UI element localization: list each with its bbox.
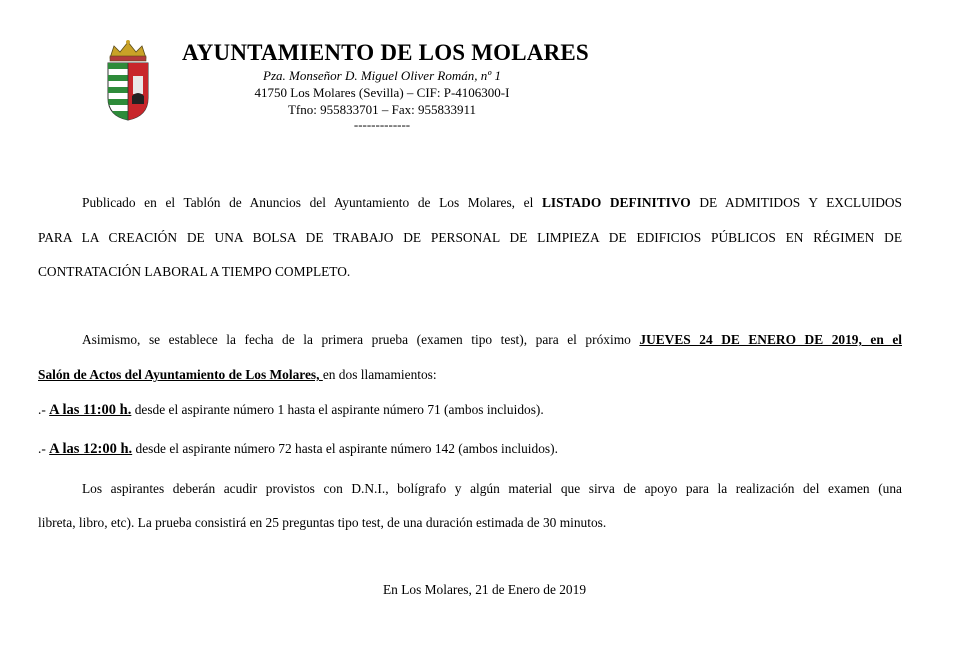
notice-text: DE ADMITIDOS Y EXCLUIDOS xyxy=(690,195,902,210)
notice-paragraph-line: PARA LA CREACIÓN DE UNA BOLSA DE TRABAJO DE PERSONAL DE LIMPIEZA DE EDIFICIOS PÚBLICOS EN RÉGIMEN DE xyxy=(38,230,902,245)
exam-location-emphasis: Salón de Actos del Ayuntamiento de Los Molares, xyxy=(38,367,323,382)
letterhead-separator: ------------- xyxy=(353,117,411,132)
letterhead-title: AYUNTAMIENTO DE LOS MOLARES xyxy=(182,40,589,65)
bullet-prefix: .- xyxy=(38,441,50,456)
letterhead-city: 41750 Los Molares (Sevilla) – CIF: P-4106300-I xyxy=(254,85,510,100)
second-call-time: A las 12:00 h. xyxy=(49,441,133,457)
signature-date-line: En Los Molares, 21 de Enero de 2019 xyxy=(382,582,587,597)
first-call-line xyxy=(38,402,902,419)
requirements-paragraph-line: Los aspirantes deberán acudir provistos con D.N.I., bolígrafo y algún material que sirva de apoyo para la realización del examen (una xyxy=(82,481,902,496)
exam-text: Asimismo, se establece la fecha de la primera prueba (examen tipo test), para el próximo xyxy=(82,332,640,347)
notice-text: Publicado en el Tablón de Anuncios del Ayuntamiento de Los Molares, el xyxy=(82,195,542,210)
second-call-line xyxy=(38,441,902,458)
letterhead-phone: Tfno: 955833701 – Fax: 955833911 xyxy=(287,102,476,117)
letterhead-address: Pza. Monseñor D. Miguel Oliver Román, nº 1 xyxy=(263,68,501,83)
notice-paragraph-line: CONTRATACIÓN LABORAL A TIEMPO COMPLETO. xyxy=(38,264,351,279)
bullet-prefix: .- xyxy=(38,402,50,417)
first-call-time: A las 11:00 h. xyxy=(49,402,132,418)
second-call-text: desde el aspirante número 72 hasta el aspirante número 142 (ambos incluidos). xyxy=(132,441,558,456)
municipal-coat-of-arms-icon xyxy=(104,36,152,122)
requirements-paragraph-line: libreta, libro, etc). La prueba consistirá en 25 preguntas tipo test, de una duración estimada de 30 minutos. xyxy=(38,515,607,530)
exam-text: en dos llamamientos: xyxy=(322,367,437,382)
exam-location-line xyxy=(38,367,902,383)
exam-date-emphasis: JUEVES 24 DE ENERO DE 2019, en el xyxy=(639,332,902,347)
notice-paragraph-line xyxy=(38,195,902,211)
listado-definitivo-emphasis: LISTADO DEFINITIVO xyxy=(541,195,691,210)
first-call-text: desde el aspirante número 1 hasta el aspirante número 71 (ambos incluidos). xyxy=(131,402,544,417)
exam-date-paragraph-line xyxy=(38,332,902,348)
